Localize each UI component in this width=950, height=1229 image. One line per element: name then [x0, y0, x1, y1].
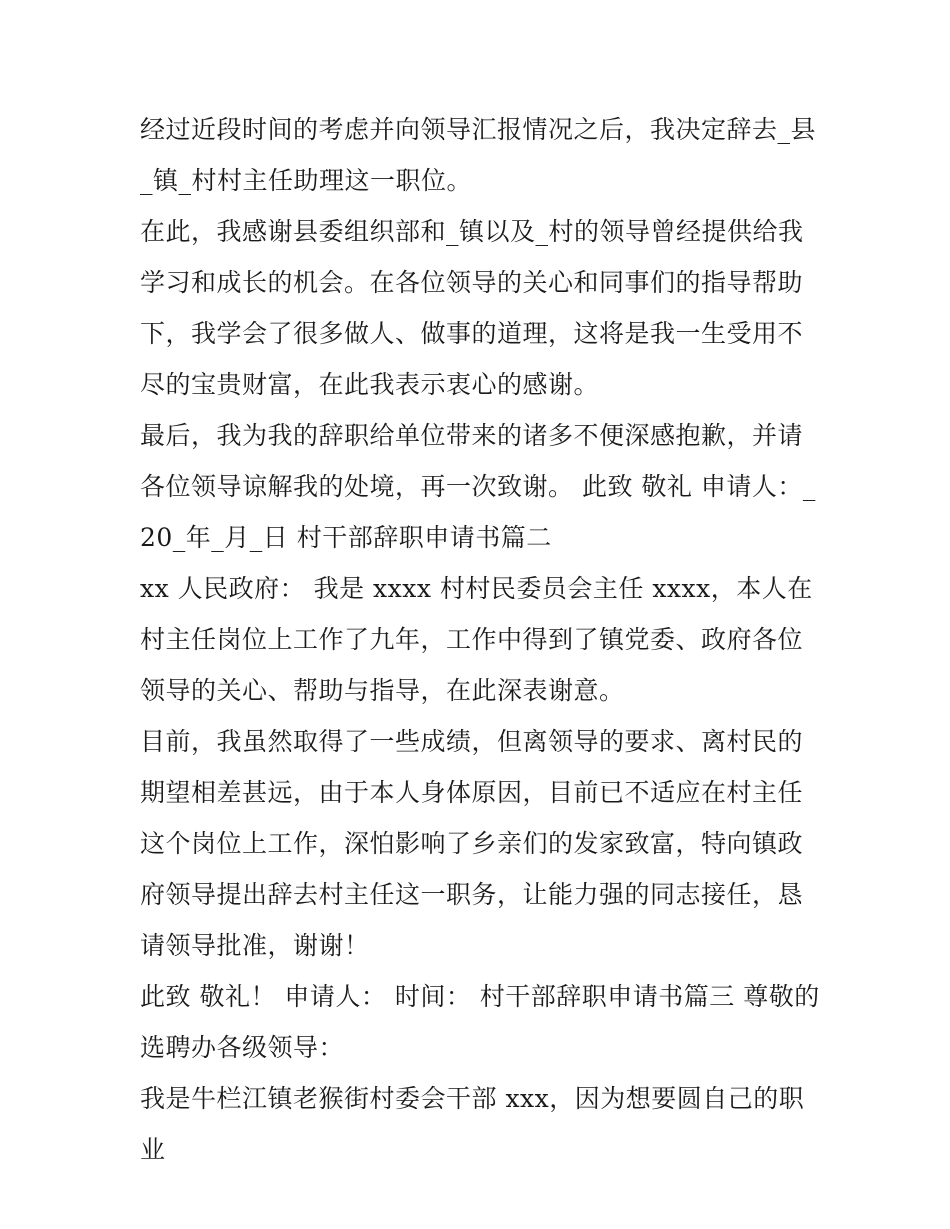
paragraph-resignation-intro: 经过近段时间的考虑并向领导汇报情况之后，我决定辞去_县_镇_村村主任助理这一职位。 [140, 115, 817, 195]
paragraph-letter-two-reason: 目前，我虽然取得了一些成绩，但离领导的要求、离村民的期望相差甚远，由于本人身体原因，目前已不适应在村主任这个岗位上工作，深怕影响了乡亲们的发家致富，特向镇政府领导提出辞去村主任这一职务，让能力强的同志接任，恳请领导批准，谢谢！ [140, 727, 804, 960]
paragraph-letter-two-closing: 此致 敬礼！ 申请人： 时间： 村干部辞职申请书篇三 尊敬的选聘办各级领导： [140, 982, 820, 1062]
paragraph-apology-closing: 最后，我为我的辞职给单位带来的诸多不便深感抱歉，并请各位领导谅解我的处境，再一次致谢。 此致 敬礼 申请人：_ 20_年_月_日 村干部辞职申请书篇二 [140, 421, 816, 552]
paragraph-letter-three-intro: 我是牛栏江镇老猴街村委会干部 xxx，因为想要圆自己的职业 [140, 1084, 805, 1164]
paragraph-letter-two-intro: xx 人民政府： 我是 xxxx 村村民委员会主任 xxxx，本人在村主任岗位上工作了九年，工作中得到了镇党委、政府各位领导的关心、帮助与指导，在此深表谢意。 [140, 574, 813, 705]
document-body [140, 104, 820, 1175]
paragraph-thanks: 在此，我感谢县委组织部和_镇以及_村的领导曾经提供给我学习和成长的机会。在各位领导的关心和同事们的指导帮助下，我学会了很多做人、做事的道理，这将是我一生受用不尽的宝贵财富，在此我表示衷心的感谢。 [140, 217, 804, 399]
